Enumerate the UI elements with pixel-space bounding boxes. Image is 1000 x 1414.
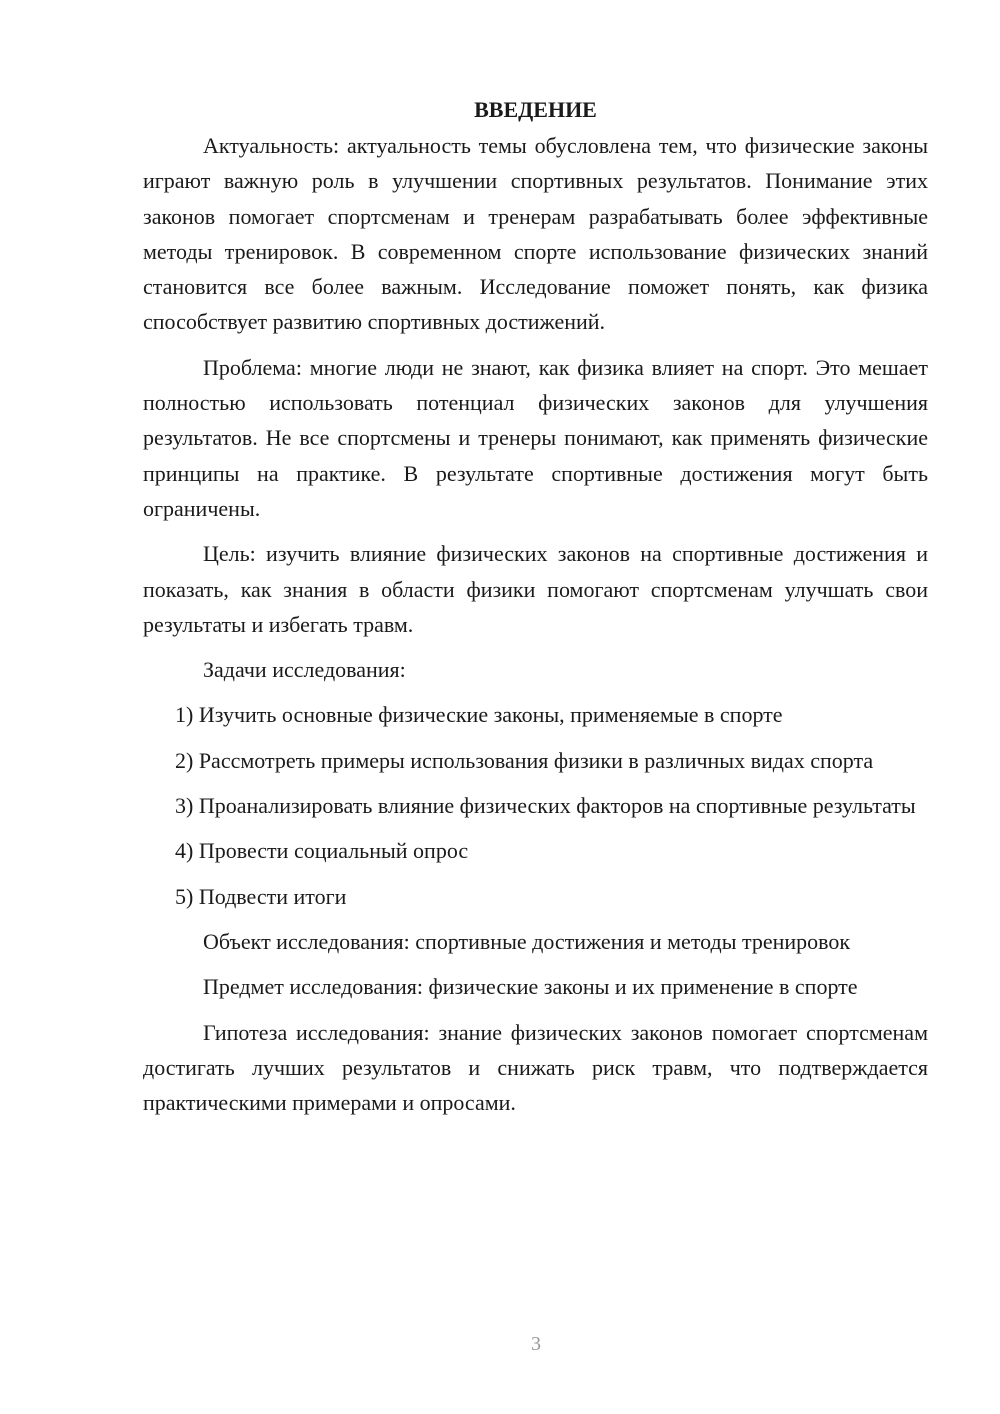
relevance-paragraph: Актуальность: актуальность темы обусловлена тем, что физические законы играют важную роль в улучшении спортивных результатов. Понимание этих законов помогает спортсменам и тренерам разрабатывать более эффективные методы тренировок. В современном спорте использование физических знаний становится все более важным. Исследование поможет понять, как физика способствует развитию спортивных достижений. <box>143 133 928 335</box>
task-item-3: 3) Проанализировать влияние физических факторов на спортивные результаты <box>175 793 916 819</box>
goal-paragraph: Цель: изучить влияние физических законов на спортивные достижения и показать, как знания в области физики помогают спортсменам улучшать свои результаты и избегать травм. <box>143 541 928 637</box>
task-item-1: 1) Изучить основные физические законы, применяемые в спорте <box>175 702 783 728</box>
section-title: ВВЕДЕНИЕ <box>474 97 597 122</box>
document-page <box>143 92 928 1130</box>
task-item-4: 4) Провести социальный опрос <box>175 838 469 864</box>
object-paragraph: Объект исследования: спортивные достижения и методы тренировок <box>203 928 851 954</box>
page-number: 3 <box>531 1333 541 1355</box>
task-item-5: 5) Подвести итоги <box>175 883 347 909</box>
subject-paragraph: Предмет исследования: физические законы и их применение в спорте <box>203 974 858 1000</box>
tasks-heading: Задачи исследования: <box>203 657 406 683</box>
problem-paragraph: Проблема: многие люди не знают, как физика влияет на спорт. Это мешает полностью использовать потенциал физических законов для улучшения результатов. Не все спортсмены и тренеры понимают, как применять физические принципы на практике. В результате спортивные достижения могут быть ограничены. <box>143 354 928 521</box>
hypothesis-paragraph: Гипотеза исследования: знание физических законов помогает спортсменам достигать лучших результатов и снижать риск травм, что подтверждается практическими примерами и опросами. <box>143 1019 928 1116</box>
task-item-2: 2) Рассмотреть примеры использования физики в различных видах спорта <box>175 747 874 773</box>
